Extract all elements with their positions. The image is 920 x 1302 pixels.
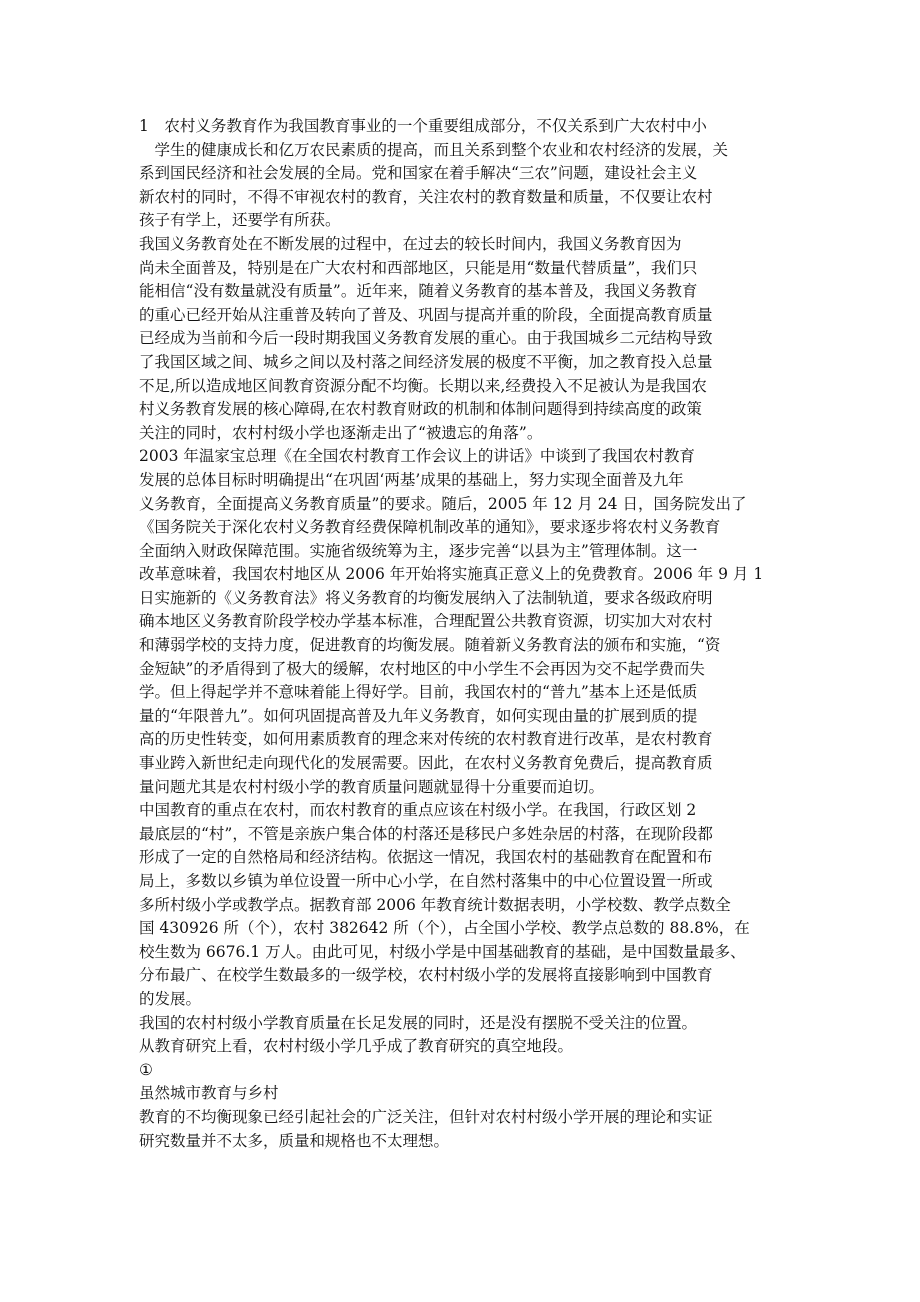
text-line: 局上，多数以乡镇为单位设置一所中心小学，在自然村落集中的中心位置设置一所或 [139, 872, 713, 890]
text-line: 村义务教育发展的核心障碍,在农村教育财政的机制和体制问题得到持续高度的政策 [139, 400, 702, 419]
text-line: 量的“年限普九”。如何巩固提高普及九年义务教育，如何实现由量的扩展到质的提 [139, 706, 698, 725]
text-line: 的发展。 [139, 989, 202, 1008]
text-line: 国 430926 所（个），农村 382642 所（个），占全国小学校、教学点总数的 88.8%，在 [139, 919, 750, 938]
text-line: 从教育研究上看，农村村级小学几乎成了教育研究的真空地段。 [139, 1037, 574, 1056]
text-line: 多所村级小学或教学点。据教育部 2006 年教育统计数据表明，小学校数、教学点数全 [139, 895, 731, 914]
text-line: 2003 年温家宝总理《在全国农村教育工作会议上的讲话》中谈到了我国农村教育 [139, 447, 695, 466]
text-line: 我国的农村村级小学教育质量在长足发展的同时，还是没有摆脱不受关注的位置。 [139, 1013, 698, 1032]
text-line: 的重心已经开始从注重普及转向了普及、巩固与提高并重的阶段，全面提高教育质量 [139, 305, 713, 324]
text-line: 已经成为当前和今后一段时期我国义务教育发展的重心。由于我国城乡二元结构导致 [139, 329, 713, 348]
text-line: 事业跨入新世纪走向现代化的发展需要。因此，在农村义务教育免费后，提高教育质 [139, 754, 713, 773]
text-line: 研究数量并不太多，质量和规格也不太理想。 [139, 1131, 450, 1150]
text-line: 高的历史性转变，如何用素质教育的理念来对传统的农村教育进行改革，是农村教育 [139, 730, 713, 749]
text-line: ① [139, 1060, 153, 1079]
text-line: 改革意味着，我国农村地区从 2006 年开始将实施真正意义上的免费教育。2006 年 9 月 1 [139, 565, 764, 584]
text-line: 关注的同时，农村村级小学也逐渐走出了“被遗忘的角落”。 [139, 423, 543, 442]
text-line: 分布最广、在校学生数最多的一级学校，农村村级小学的发展将直接影响到中国教育 [139, 966, 713, 985]
text-line: 系到国民经济和社会发展的全局。党和国家在着手解决“三农”问题，建设社会主义 [139, 164, 698, 183]
text-line: 金短缺”的矛盾得到了极大的缓解，农村地区的中小学生不会再因为交不起学费而失 [139, 659, 705, 678]
text-line: 学。但上得起学并不意味着能上得好学。目前，我国农村的“普九”基本上还是低质 [139, 683, 698, 702]
text-line: 虽然城市教育与乡村 [139, 1084, 279, 1103]
text-line: 学生的健康成长和亿万农民素质的提高，而且关系到整个农业和农村经济的发展，关 [139, 140, 729, 159]
text-line: 日实施新的《义务教育法》将义务教育的均衡发展纳入了法制轨道，要求各级政府明 [139, 588, 713, 607]
text-line: 《国务院关于深化农村义务教育经费保障机制改革的通知》，要求逐步将农村义务教育 [139, 518, 721, 537]
text-line: 全面纳入财政保障范围。实施省级统筹为主，逐步完善“以县为主”管理体制。这一 [139, 541, 698, 560]
text-line: 孩子有学上，还要学有所获。 [139, 211, 341, 230]
text-line: 形成了一定的自然格局和经济结构。依据这一情况，我国农村的基础教育在配置和布 [139, 848, 713, 867]
text-line: 中国教育的重点在农村，而农村教育的重点应该在村级小学。在我国，行政区划 2 [139, 801, 697, 820]
text-line: 我国义务教育处在不断发展的过程中，在过去的较长时间内，我国义务教育因为 [139, 234, 682, 253]
text-line: 不足,所以造成地区间教育资源分配不均衡。长期以来,经费投入不足被认为是我国农 [139, 376, 707, 395]
text-line: 尚未全面普及，特别是在广大农村和西部地区，只能是用“数量代替质量”，我们只 [139, 258, 698, 277]
text-line: 1 农村义务教育作为我国教育事业的一个重要组成部分，不仅关系到广大农村中小 [139, 117, 707, 135]
text-line: 新农村的同时，不得不审视农村的教育，关注农村的教育数量和质量，不仅要让农村 [139, 187, 713, 206]
text-line: 最底层的“村”，不管是亲族户集合体的村落还是移民户多姓杂居的村落，在现阶段都 [139, 824, 713, 843]
text-line: 确本地区义务教育阶段学校办学基本标准，合理配置公共教育资源，切实加大对农村 [139, 612, 713, 631]
text-line: 和薄弱学校的支持力度，促进教育的均衡发展。随着新义务教育法的颁布和实施，“资 [139, 636, 721, 655]
text-line: 量问题尤其是农村村级小学的教育质量问题就显得十分重要而迫切。 [139, 777, 605, 796]
text-line: 能相信“没有数量就没有质量”。近年来，随着义务教育的基本普及，我国义务教育 [139, 282, 698, 301]
text-line: 了我国区域之间、城乡之间以及村落之间经济发展的极度不平衡，加之教育投入总量 [139, 352, 713, 371]
body-text [139, 115, 779, 1153]
text-line: 义务教育，全面提高义务教育质量”的要求。随后，2005 年 12 月 24 日，国务院发出了 [139, 494, 747, 513]
text-line: 校生数为 6676.1 万人。由此可见，村级小学是中国基础教育的基础，是中国数量最多、 [139, 942, 746, 961]
text-line: 发展的总体目标时明确提出“在巩固‘两基’成果的基础上，努力实现全面普及九年 [139, 470, 684, 489]
text-line: 教育的不均衡现象已经引起社会的广泛关注，但针对农村村级小学开展的理论和实证 [139, 1107, 713, 1126]
